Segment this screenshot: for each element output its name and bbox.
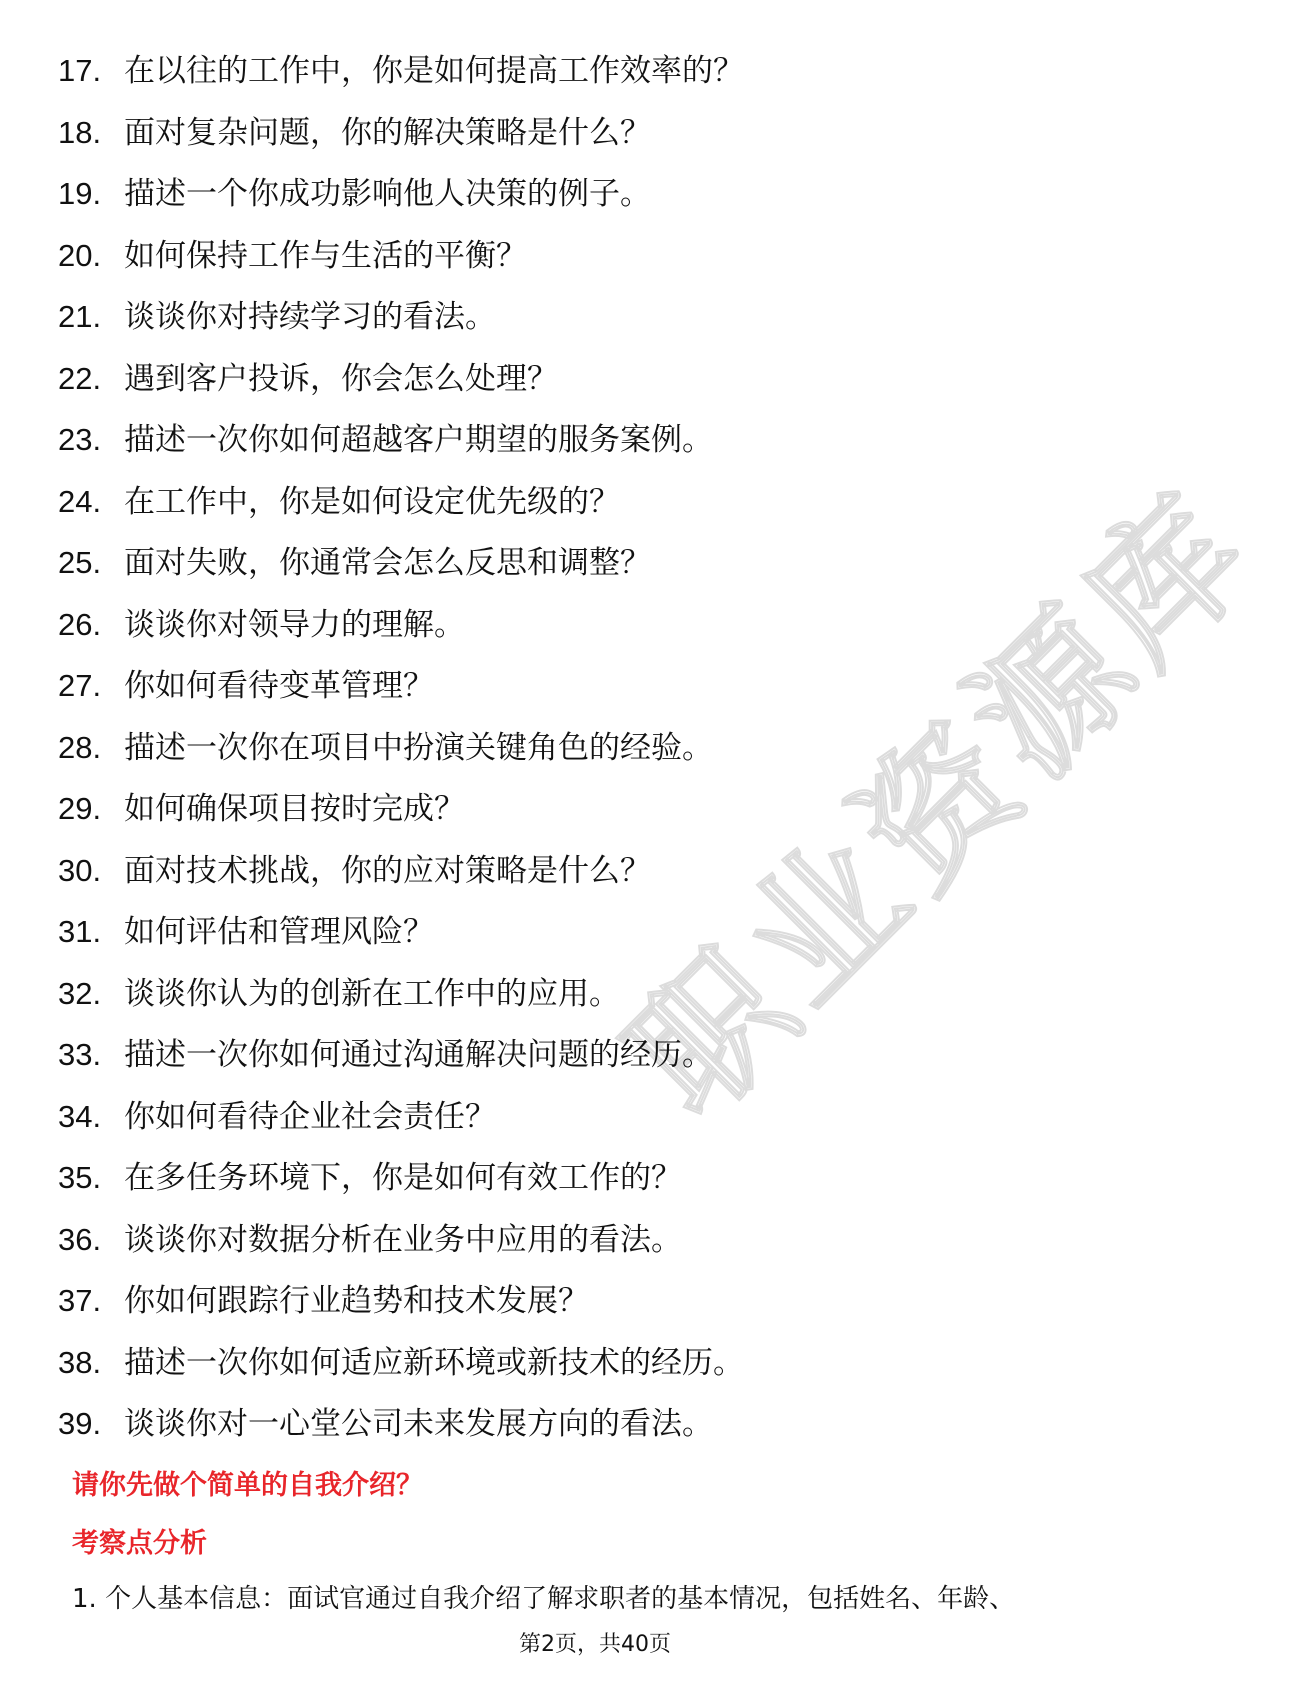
question-number: 35.	[58, 1160, 102, 1195]
question-item	[58, 1340, 744, 1402]
question-number: 21.	[58, 299, 102, 334]
question-item	[58, 356, 744, 418]
question-number: 20.	[58, 237, 102, 273]
question-item	[58, 540, 744, 602]
question-item	[58, 479, 744, 541]
page-footer: 第2页，共40页	[519, 1632, 671, 1657]
question-number: 22.	[58, 360, 102, 396]
question-number: 18.	[58, 114, 102, 150]
question-item	[58, 725, 744, 787]
question-text: 描述一次你如何超越客户期望的服务案例。	[124, 422, 713, 458]
question-number: 31.	[58, 914, 102, 949]
question-text: 谈谈你认为的创新在工作中的应用。	[124, 975, 620, 1012]
question-number: 37.	[58, 1283, 102, 1318]
question-item	[58, 1278, 744, 1340]
question-text: 描述一个你成功影响他人决策的例子。	[124, 176, 651, 212]
question-item	[58, 1155, 744, 1217]
question-number: 33.	[58, 1037, 102, 1072]
question-text: 如何评估和管理风险？	[124, 914, 434, 950]
question-number: 24.	[58, 483, 102, 519]
question-number: 25.	[58, 545, 102, 580]
question-number: 38.	[58, 1344, 102, 1380]
question-item	[58, 1217, 744, 1279]
question-item	[58, 1032, 744, 1094]
question-text: 在工作中，你是如何设定优先级的？	[124, 483, 620, 520]
question-number: 36.	[58, 1221, 102, 1257]
question-text: 你如何看待企业社会责任？	[124, 1098, 496, 1135]
question-number: 17.	[58, 53, 102, 88]
analysis-point: 1. 个人基本信息：面试官通过自我介绍了解求职者的基本情况，包括姓名、年龄、	[72, 1584, 1016, 1614]
question-text: 你如何跟踪行业趋势和技术发展？	[124, 1283, 589, 1319]
question-list	[58, 48, 744, 1463]
question-text: 谈谈你对持续学习的看法。	[124, 299, 496, 335]
question-text: 面对复杂问题，你的解决策略是什么？	[124, 114, 651, 151]
self-intro-heading: 请你先做个简单的自我介绍？	[72, 1470, 423, 1501]
question-text: 谈谈你对领导力的理解。	[124, 606, 465, 643]
question-number: 29.	[58, 791, 102, 826]
question-number: 30.	[58, 852, 102, 888]
question-item	[58, 233, 744, 295]
watermark-text: 职业资源库	[599, 459, 1288, 1149]
question-text: 描述一次你如何适应新环境或新技术的经历。	[124, 1344, 744, 1381]
question-number: 28.	[58, 729, 102, 765]
question-item	[58, 294, 744, 356]
question-text: 谈谈你对数据分析在业务中应用的看法。	[124, 1221, 682, 1258]
question-item	[58, 417, 744, 479]
question-number: 34.	[58, 1098, 102, 1134]
question-text: 在多任务环境下，你是如何有效工作的？	[124, 1160, 682, 1196]
question-item	[58, 909, 744, 971]
question-number: 27.	[58, 668, 102, 703]
question-text: 如何保持工作与生活的平衡？	[124, 237, 527, 274]
question-item	[58, 786, 744, 848]
question-text: 在以往的工作中，你是如何提高工作效率的？	[124, 53, 744, 89]
analysis-heading: 考察点分析	[72, 1528, 207, 1559]
question-number: 23.	[58, 422, 102, 457]
question-number: 19.	[58, 176, 102, 211]
question-text: 遇到客户投诉，你会怎么处理？	[124, 360, 558, 397]
question-item	[58, 971, 744, 1033]
question-item	[58, 1401, 744, 1463]
question-item	[58, 663, 744, 725]
question-item	[58, 848, 744, 910]
question-text: 面对失败，你通常会怎么反思和调整？	[124, 545, 651, 581]
question-text: 描述一次你如何通过沟通解决问题的经历。	[124, 1037, 713, 1073]
question-text: 如何确保项目按时完成？	[124, 791, 465, 827]
question-text: 描述一次你在项目中扮演关键角色的经验。	[124, 729, 713, 766]
question-text: 谈谈你对一心堂公司未来发展方向的看法。	[124, 1406, 713, 1442]
question-item	[58, 602, 744, 664]
question-item	[58, 48, 744, 110]
question-text: 你如何看待变革管理？	[124, 668, 434, 704]
question-item	[58, 110, 744, 172]
question-number: 39.	[58, 1406, 102, 1441]
question-text: 面对技术挑战，你的应对策略是什么？	[124, 852, 651, 889]
question-number: 32.	[58, 975, 102, 1011]
question-number: 26.	[58, 606, 102, 642]
question-item	[58, 1094, 744, 1156]
question-item	[58, 171, 744, 233]
